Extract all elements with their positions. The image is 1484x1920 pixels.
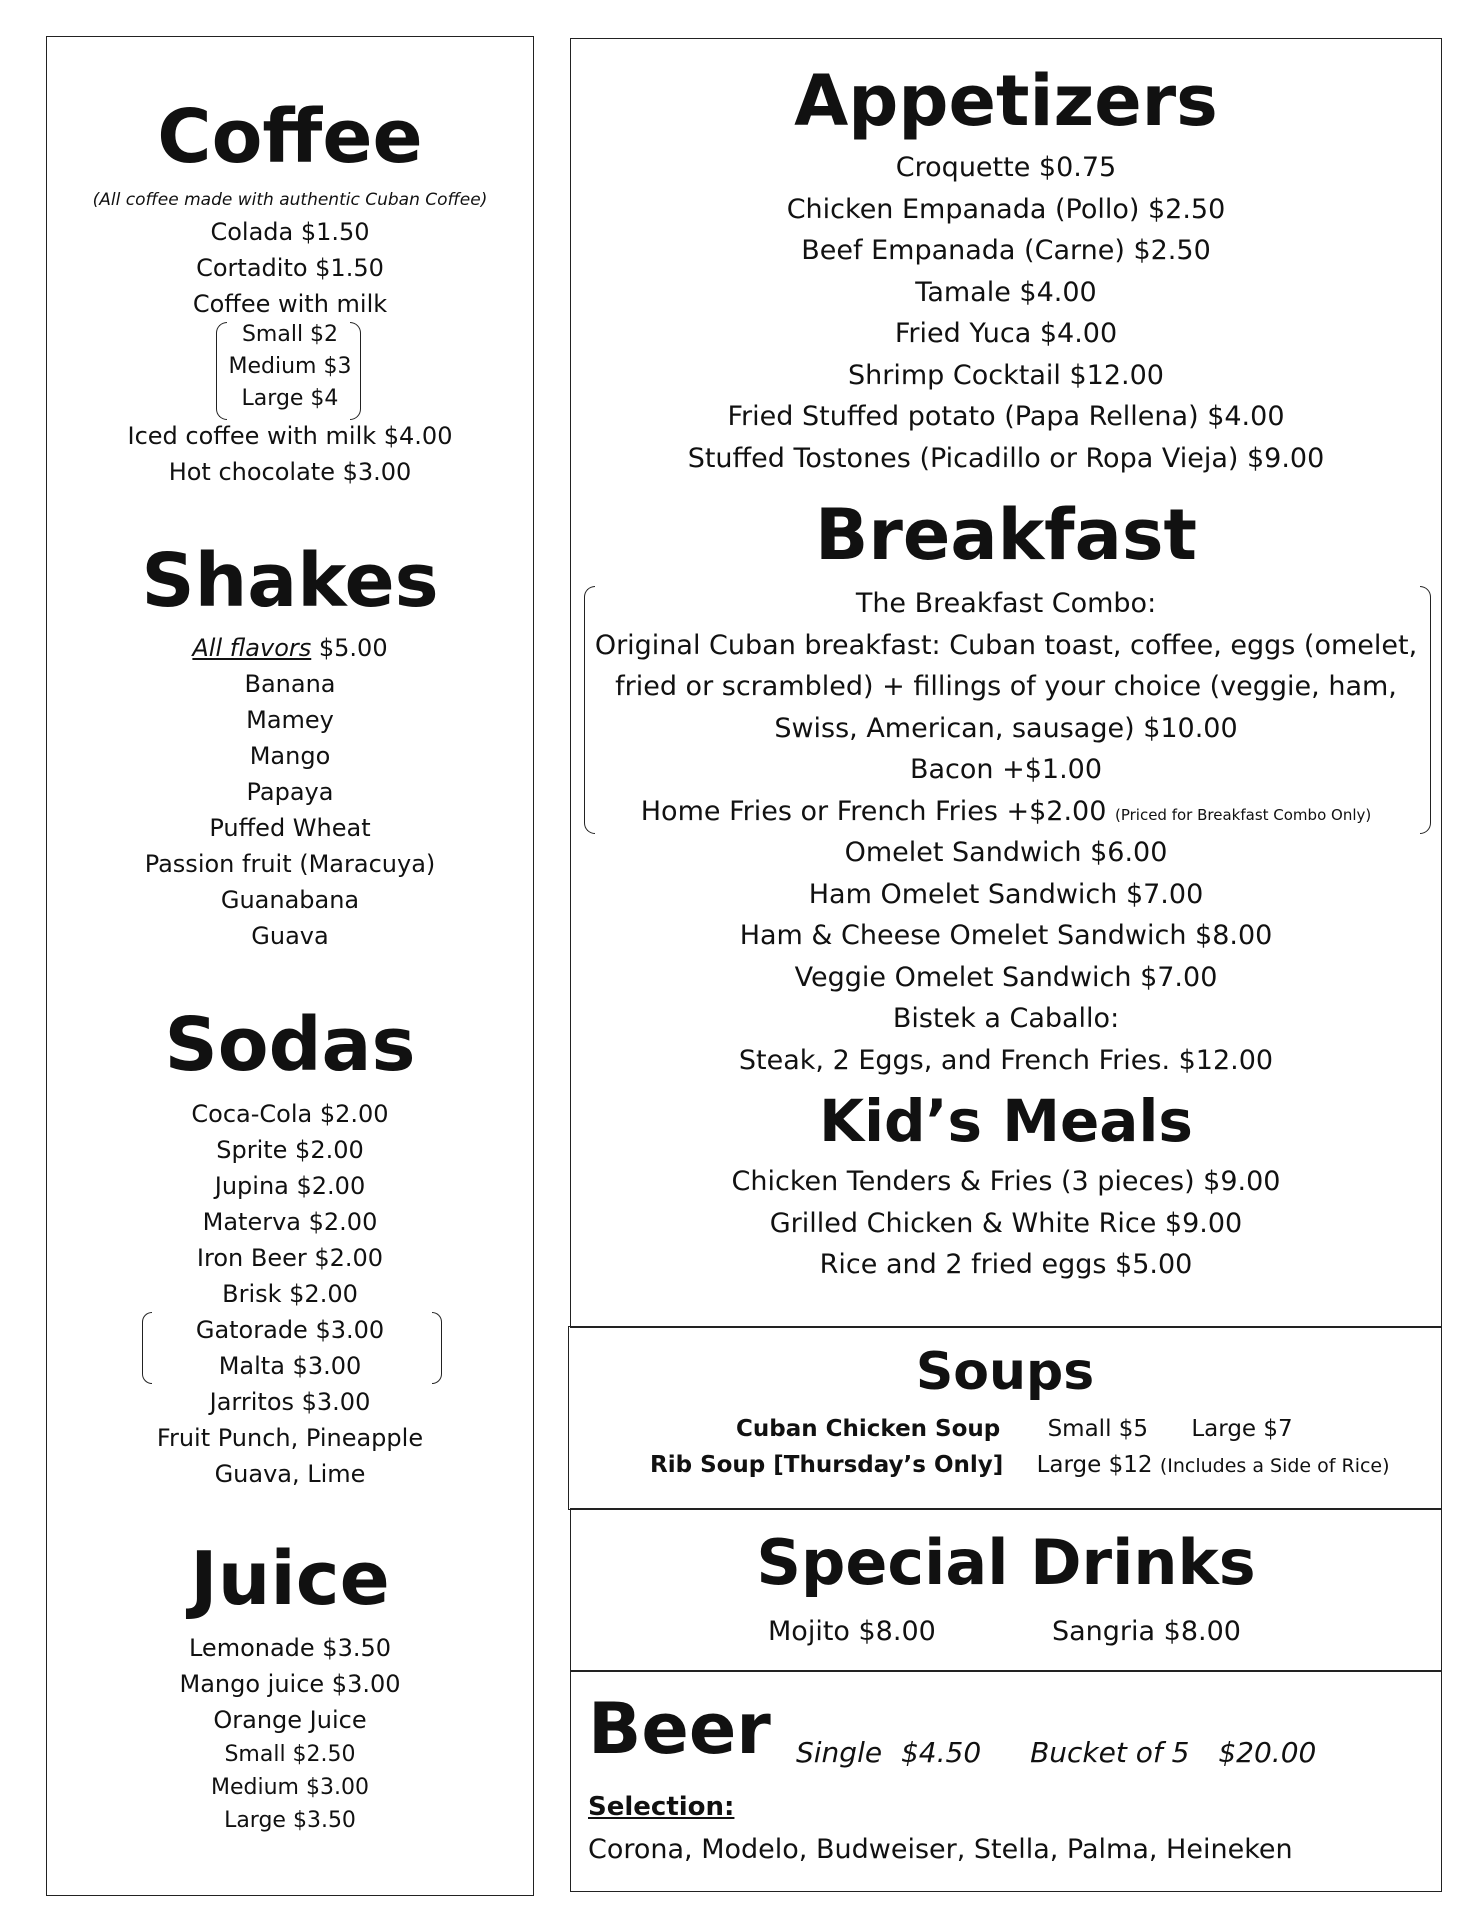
shakes-price: $5.00 [318,634,388,662]
list-item: Jarritos $3.00 [209,1388,371,1416]
rib-soup-name: Rib Soup [Thursday’s Only] [650,1452,1004,1478]
beer-selection-label: Selection: [588,1792,735,1822]
combo-fries-note: (Priced for Breakfast Combo Only) [1114,805,1372,824]
list-item: Papaya [246,778,334,806]
list-item: Jupina $2.00 [214,1172,366,1200]
appetizers-title: Appetizers [794,60,1218,142]
list-item: Lemonade $3.50 [188,1634,392,1662]
list-item: Grilled Chicken & White Rice $9.00 [769,1207,1243,1239]
sangria-item: Sangria $8.00 [1052,1616,1241,1647]
rib-soup-note: (Includes a Side of Rice) [1159,1455,1390,1477]
size-option: Large $4 [241,386,339,411]
combo-line: Bacon +$1.00 [909,754,1103,785]
list-item: Ham & Cheese Omelet Sandwich $8.00 [739,920,1273,951]
list-item: Tamale $4.00 [915,276,1097,308]
list-item: Guava, Lime [214,1460,366,1488]
list-item: Cortadito $1.50 [196,254,384,282]
bucket-price: $20.00 [1218,1736,1317,1769]
list-item: Guava [251,922,329,950]
list-item: Guanabana [220,886,360,914]
single-price: $4.50 [900,1736,982,1769]
breakfast-title: Breakfast [815,494,1197,576]
soup-row-rib [650,1452,1390,1478]
list-item: Passion fruit (Maracuya) [144,850,436,878]
list-item: Mango [249,742,331,770]
list-item: Malta $3.00 [218,1352,362,1380]
list-item: Steak, 2 Eggs, and French Fries. $12.00 [738,1044,1274,1076]
list-item: Rice and 2 fried eggs $5.00 [819,1249,1193,1280]
list-item: Colada $1.50 [210,218,370,246]
list-item: Mango juice $3.00 [179,1670,401,1698]
list-item: Chicken Tenders & Fries (3 pieces) $9.00 [731,1166,1281,1197]
beer-title: Beer [588,1688,771,1770]
list-item: Croquette $0.75 [895,152,1117,183]
list-item: Chicken Empanada (Pollo) $2.50 [786,193,1226,225]
soda-bracket-left [142,1312,152,1384]
list-item: Ham Omelet Sandwich $7.00 [808,878,1204,910]
list-item: Bistek a Caballo: [892,1003,1120,1034]
size-option: Medium $3.00 [211,1775,369,1800]
rib-soup-large: Large $12 [1036,1452,1153,1478]
list-item: Beef Empanada (Carne) $2.50 [801,235,1211,266]
mojito-item: Mojito $8.00 [768,1616,936,1647]
size-option: Large $3.50 [224,1808,356,1833]
list-item: Omelet Sandwich $6.00 [844,837,1168,868]
list-item: Stuffed Tostones (Picadillo or Ropa Vieja) $9.00 [687,442,1325,474]
list-item: Fried Stuffed potato (Papa Rellena) $4.00 [727,401,1285,432]
juice-title: Juice [190,1536,390,1622]
list-item: Brisk $2.00 [222,1280,358,1308]
list-item: Gatorade $3.00 [195,1316,385,1344]
list-item: Banana [244,670,336,698]
list-item: Iced coffee with milk $4.00 [127,422,453,450]
shakes-price-line [46,636,534,672]
chicken-soup-small: Small $5 [1047,1416,1149,1442]
special-drinks-title: Special Drinks [756,1526,1256,1599]
size-option: Small $2.50 [224,1742,356,1767]
soda-bracket-right [432,1312,442,1384]
beer-selection: Corona, Modelo, Budweiser, Stella, Palma, Heineken [588,1834,1293,1865]
size-option: Small $2 [241,322,339,347]
soups-title: Soups [915,1342,1095,1402]
bucket-label: Bucket of 5 [1030,1736,1190,1769]
list-item: Fried Yuca $4.00 [894,318,1118,349]
coffee-title: Coffee [157,94,423,180]
list-item: Materva $2.00 [202,1208,378,1236]
list-item: Shrimp Cocktail $12.00 [848,359,1164,391]
list-item: Veggie Omelet Sandwich $7.00 [794,961,1218,993]
combo-fries: Home Fries or French Fries +$2.00 [640,795,1107,827]
list-item: Coffee with milk [192,290,388,318]
list-item: Coca-Cola $2.00 [191,1100,389,1128]
single-label: Single [796,1736,883,1769]
size-option: Medium $3 [228,354,352,379]
combo-line: Original Cuban breakfast: Cuban toast, coffee, eggs (omelet, [594,629,1418,661]
all-flavors-label: All flavors [192,634,312,662]
soup-row-chicken [736,1416,1293,1442]
list-item: Iron Beer $2.00 [196,1244,384,1272]
list-item: Fruit Punch, Pineapple [156,1424,424,1452]
chicken-soup-name: Cuban Chicken Soup [736,1416,1001,1442]
chicken-soup-large: Large $7 [1191,1416,1293,1442]
list-item: Mamey [246,706,334,734]
list-item: Sprite $2.00 [216,1136,364,1164]
combo-line: Swiss, American, sausage) $10.00 [774,712,1238,744]
shakes-title: Shakes [141,538,439,624]
kids-meals-title: Kid’s Meals [819,1087,1193,1155]
combo-line: fried or scrambled) + fillings of your choice (veggie, ham, [615,671,1397,702]
combo-fries-line [570,795,1442,840]
sodas-title: Sodas [164,1002,416,1088]
beer-prices [796,1736,1316,1769]
list-item: Hot chocolate $3.00 [168,458,412,486]
combo-line: The Breakfast Combo: [855,588,1157,619]
list-item: Puffed Wheat [209,814,371,842]
coffee-note: (All coffee made with authentic Cuban Coffee) [92,190,488,210]
list-item: Orange Juice [213,1706,367,1734]
